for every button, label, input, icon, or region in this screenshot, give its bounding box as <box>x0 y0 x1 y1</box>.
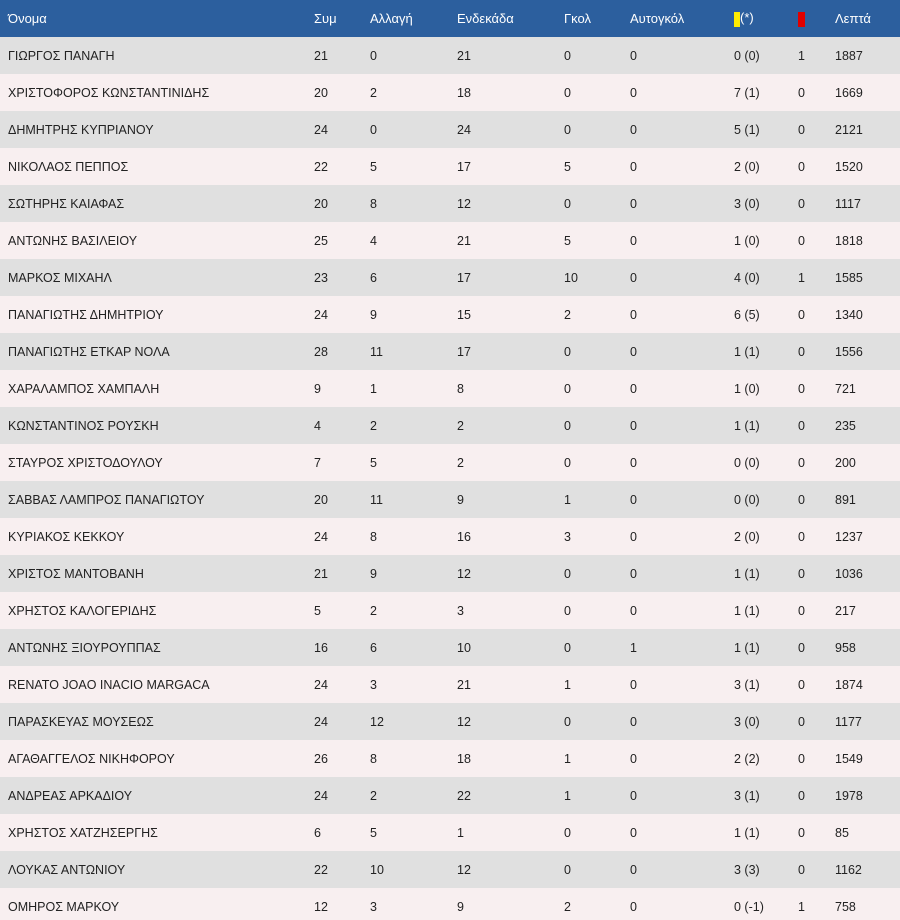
cell-sub: 2 <box>370 418 377 433</box>
cell-name[interactable]: ΣΩΤΗΡΗΣ ΚΑΙΑΦΑΣ <box>8 196 125 211</box>
cell-starts: 24 <box>457 122 471 137</box>
cell-yellow-cards: 1 (1) <box>734 825 760 840</box>
cell-red-cards: 0 <box>798 159 805 174</box>
cell-sub: 12 <box>370 714 384 729</box>
cell-own-goals: 0 <box>630 122 637 137</box>
cell-minutes: 1887 <box>835 48 863 63</box>
cell-yellow-cards: 4 (0) <box>734 270 760 285</box>
cell-apps: 6 <box>314 825 321 840</box>
cell-own-goals: 0 <box>630 455 637 470</box>
cell-starts: 9 <box>457 492 464 507</box>
cell-goals: 1 <box>564 751 571 766</box>
header-red-cards[interactable] <box>798 0 835 37</box>
cell-minutes: 758 <box>835 899 856 914</box>
cell-own-goals: 0 <box>630 862 637 877</box>
cell-apps: 24 <box>314 788 328 803</box>
cell-red-cards: 0 <box>798 825 805 840</box>
cell-own-goals: 0 <box>630 196 637 211</box>
cell-red-cards: 0 <box>798 529 805 544</box>
cell-red-cards: 0 <box>798 344 805 359</box>
cell-minutes: 1177 <box>835 714 862 729</box>
cell-sub: 2 <box>370 788 377 803</box>
table-row <box>0 407 900 444</box>
cell-apps: 24 <box>314 307 328 322</box>
cell-red-cards: 1 <box>798 270 805 285</box>
cell-name[interactable]: ΧΡΙΣΤΟΣ ΜΑΝΤΟΒΑΝΗ <box>8 566 144 581</box>
cell-name[interactable]: ΣΑΒΒΑΣ ΛΑΜΠΡΟΣ ΠΑΝΑΓΙΩΤΟΥ <box>8 492 205 507</box>
cell-own-goals: 0 <box>630 48 637 63</box>
table-row <box>0 666 900 703</box>
table-row <box>0 592 900 629</box>
cell-own-goals: 0 <box>630 492 637 507</box>
cell-name[interactable]: ΑΝΤΩΝΗΣ ΞΙΟΥΡΟΥΠΠΑΣ <box>8 640 161 655</box>
cell-minutes: 1036 <box>835 566 863 581</box>
cell-yellow-cards: 3 (1) <box>734 677 760 692</box>
cell-minutes: 1978 <box>835 788 863 803</box>
cell-sub: 1 <box>370 381 377 396</box>
cell-goals: 0 <box>564 381 571 396</box>
cell-sub: 5 <box>370 455 377 470</box>
cell-apps: 7 <box>314 455 321 470</box>
cell-red-cards: 0 <box>798 566 805 581</box>
cell-minutes: 200 <box>835 455 856 470</box>
cell-goals: 0 <box>564 862 571 877</box>
cell-sub: 6 <box>370 270 377 285</box>
cell-red-cards: 0 <box>798 307 805 322</box>
table-row <box>0 703 900 740</box>
cell-apps: 22 <box>314 862 328 877</box>
cell-red-cards: 0 <box>798 122 805 137</box>
header-name[interactable]: Όνομα <box>8 11 47 26</box>
cell-starts: 8 <box>457 381 464 396</box>
cell-yellow-cards: 1 (1) <box>734 344 760 359</box>
table-row <box>0 444 900 481</box>
cell-own-goals: 0 <box>630 307 637 322</box>
cell-own-goals: 0 <box>630 603 637 618</box>
cell-starts: 10 <box>457 640 471 655</box>
cell-sub: 5 <box>370 159 377 174</box>
cell-minutes: 958 <box>835 640 856 655</box>
cell-starts: 12 <box>457 566 471 581</box>
cell-apps: 20 <box>314 196 328 211</box>
cell-goals: 5 <box>564 159 571 174</box>
cell-name[interactable]: ΧΡΙΣΤΟΦΟΡΟΣ ΚΩΝΣΤΑΝΤΙΝΙΔΗΣ <box>8 85 210 100</box>
cell-name[interactable]: ΔΗΜΗΤΡΗΣ ΚΥΠΡΙΑΝΟΥ <box>8 122 154 137</box>
cell-red-cards: 0 <box>798 788 805 803</box>
cell-own-goals: 0 <box>630 825 637 840</box>
cell-apps: 25 <box>314 233 328 248</box>
cell-own-goals: 0 <box>630 344 637 359</box>
cell-apps: 24 <box>314 529 328 544</box>
cell-apps: 16 <box>314 640 328 655</box>
cell-own-goals: 0 <box>630 899 637 914</box>
cell-yellow-cards: 0 (0) <box>734 492 760 507</box>
cell-yellow-cards: 0 (0) <box>734 455 760 470</box>
cell-sub: 11 <box>370 492 383 507</box>
table-row <box>0 555 900 592</box>
cell-yellow-cards: 1 (1) <box>734 640 760 655</box>
cell-own-goals: 0 <box>630 714 637 729</box>
header-own-goals[interactable]: Αυτογκόλ <box>630 11 685 26</box>
cell-name[interactable]: ΝΙΚΟΛΑΟΣ ΠΕΠΠΟΣ <box>8 159 129 174</box>
cell-name[interactable]: ΜΑΡΚΟΣ ΜΙΧΑΗΛ <box>8 270 112 285</box>
table-row <box>0 629 900 666</box>
cell-yellow-cards: 5 (1) <box>734 122 760 137</box>
cell-own-goals: 0 <box>630 381 637 396</box>
header-apps[interactable]: Συμ <box>314 11 337 26</box>
cell-starts: 18 <box>457 85 471 100</box>
cell-yellow-cards: 0 (0) <box>734 48 760 63</box>
cell-red-cards: 0 <box>798 751 805 766</box>
cell-goals: 0 <box>564 418 571 433</box>
cell-apps: 20 <box>314 85 328 100</box>
cell-goals: 1 <box>564 492 571 507</box>
cell-name[interactable]: ΧΡΗΣΤΟΣ ΧΑΤΖΗΣΕΡΓΗΣ <box>8 825 158 840</box>
cell-name[interactable]: ΚΩΝΣΤΑΝΤΙΝΟΣ ΡΟΥΣΚΗ <box>8 418 159 433</box>
cell-starts: 21 <box>457 677 471 692</box>
header-goals[interactable]: Γκολ <box>564 11 591 26</box>
cell-yellow-cards: 0 (-1) <box>734 899 764 914</box>
cell-starts: 21 <box>457 233 471 248</box>
cell-own-goals: 0 <box>630 529 637 544</box>
cell-minutes: 2121 <box>835 122 863 137</box>
cell-goals: 0 <box>564 603 571 618</box>
cell-starts: 17 <box>457 344 471 359</box>
cell-own-goals: 0 <box>630 85 637 100</box>
cell-sub: 8 <box>370 751 377 766</box>
cell-sub: 5 <box>370 825 377 840</box>
cell-goals: 5 <box>564 233 571 248</box>
cell-starts: 9 <box>457 899 464 914</box>
cell-minutes: 1874 <box>835 677 863 692</box>
cell-minutes: 1520 <box>835 159 863 174</box>
cell-minutes: 217 <box>835 603 856 618</box>
cell-minutes: 721 <box>835 381 856 396</box>
cell-starts: 17 <box>457 159 471 174</box>
cell-minutes: 1237 <box>835 529 863 544</box>
cell-own-goals: 1 <box>630 640 637 655</box>
cell-own-goals: 0 <box>630 566 637 581</box>
cell-yellow-cards: 1 (1) <box>734 566 760 581</box>
header-sub[interactable]: Αλλαγή <box>370 11 413 26</box>
table-row <box>0 740 900 777</box>
cell-minutes: 235 <box>835 418 856 433</box>
cell-goals: 0 <box>564 825 571 840</box>
cell-starts: 15 <box>457 307 471 322</box>
cell-apps: 24 <box>314 677 328 692</box>
cell-yellow-cards: 2 (0) <box>734 159 760 174</box>
cell-sub: 8 <box>370 529 377 544</box>
cell-minutes: 1669 <box>835 85 863 100</box>
cell-sub: 6 <box>370 640 377 655</box>
cell-red-cards: 1 <box>798 899 805 914</box>
cell-starts: 3 <box>457 603 464 618</box>
cell-red-cards: 0 <box>798 418 805 433</box>
cell-red-cards: 0 <box>798 677 805 692</box>
cell-apps: 9 <box>314 381 321 396</box>
cell-own-goals: 0 <box>630 418 637 433</box>
cell-starts: 12 <box>457 862 471 877</box>
cell-sub: 9 <box>370 307 377 322</box>
cell-red-cards: 0 <box>798 455 805 470</box>
cell-red-cards: 0 <box>798 714 805 729</box>
cell-sub: 4 <box>370 233 377 248</box>
cell-goals: 0 <box>564 122 571 137</box>
cell-name[interactable]: ΟΜΗΡΟΣ ΜΑΡΚΟΥ <box>8 899 120 914</box>
cell-name[interactable]: ΣΤΑΥΡΟΣ ΧΡΙΣΤΟΔΟΥΛΟΥ <box>8 455 163 470</box>
table-row <box>0 481 900 518</box>
cell-goals: 0 <box>564 566 571 581</box>
cell-name[interactable]: ΑΓΑΘΑΓΓΕΛΟΣ ΝΙΚΗΦΟΡΟΥ <box>8 751 175 766</box>
cell-red-cards: 0 <box>798 640 805 655</box>
cell-goals: 0 <box>564 640 571 655</box>
cell-minutes: 1556 <box>835 344 863 359</box>
cell-red-cards: 0 <box>798 85 805 100</box>
cell-own-goals: 0 <box>630 788 637 803</box>
cell-goals: 3 <box>564 529 571 544</box>
cell-red-cards: 0 <box>798 381 805 396</box>
cell-yellow-cards: 6 (5) <box>734 307 760 322</box>
cell-sub: 11 <box>370 344 383 359</box>
red-card-icon <box>798 12 805 27</box>
cell-goals: 1 <box>564 788 571 803</box>
cell-yellow-cards: 1 (0) <box>734 381 760 396</box>
cell-red-cards: 0 <box>798 233 805 248</box>
cell-apps: 5 <box>314 603 321 618</box>
cell-name[interactable]: ΠΑΡΑΣΚΕΥΑΣ ΜΟΥΣΕΩΣ <box>8 714 154 729</box>
cell-starts: 17 <box>457 270 471 285</box>
cell-yellow-cards: 2 (2) <box>734 751 760 766</box>
cell-yellow-cards: 1 (0) <box>734 233 760 248</box>
cell-starts: 22 <box>457 788 471 803</box>
table-row <box>0 333 900 370</box>
cell-yellow-cards: 3 (1) <box>734 788 760 803</box>
cell-name[interactable]: ΠΑΝΑΓΙΩΤΗΣ ΕΤΚΑΡ ΝΟΛΑ <box>8 344 170 359</box>
cell-name[interactable]: ΧΡΗΣΤΟΣ ΚΑΛΟΓΕΡΙΔΗΣ <box>8 603 157 618</box>
cell-minutes: 891 <box>835 492 856 507</box>
cell-name[interactable]: RENATO JOAO INACIO MARGACA <box>8 677 210 692</box>
header-minutes[interactable]: Λεπτά <box>835 11 871 26</box>
cell-own-goals: 0 <box>630 751 637 766</box>
cell-yellow-cards: 3 (0) <box>734 714 760 729</box>
cell-yellow-cards: 1 (1) <box>734 418 760 433</box>
cell-name[interactable]: ΚΥΡΙΑΚΟΣ ΚΕΚΚΟΥ <box>8 529 125 544</box>
cell-minutes: 1162 <box>835 862 862 877</box>
cell-apps: 12 <box>314 899 328 914</box>
cell-red-cards: 1 <box>798 48 805 63</box>
table-row <box>0 370 900 407</box>
cell-minutes: 1585 <box>835 270 863 285</box>
cell-starts: 1 <box>457 825 464 840</box>
cell-name[interactable]: ΛΟΥΚΑΣ ΑΝΤΩΝΙΟΥ <box>8 862 126 877</box>
cell-apps: 23 <box>314 270 328 285</box>
table-row <box>0 851 900 888</box>
cell-minutes: 1340 <box>835 307 863 322</box>
cell-starts: 2 <box>457 418 464 433</box>
cell-yellow-cards: 7 (1) <box>734 85 760 100</box>
cell-apps: 21 <box>314 566 328 581</box>
cell-starts: 18 <box>457 751 471 766</box>
cell-goals: 2 <box>564 307 571 322</box>
cell-red-cards: 0 <box>798 862 805 877</box>
cell-apps: 21 <box>314 48 328 63</box>
table-row <box>0 296 900 333</box>
cell-red-cards: 0 <box>798 196 805 211</box>
cell-name[interactable]: ΑΝΤΩΝΗΣ ΒΑΣΙΛΕΙΟΥ <box>8 233 138 248</box>
cell-sub: 0 <box>370 122 377 137</box>
cell-goals: 0 <box>564 48 571 63</box>
cell-apps: 24 <box>314 714 328 729</box>
cell-starts: 12 <box>457 714 471 729</box>
cell-goals: 2 <box>564 899 571 914</box>
table-row <box>0 888 900 920</box>
cell-name[interactable]: ΠΑΝΑΓΙΩΤΗΣ ΔΗΜΗΤΡΙΟΥ <box>8 307 164 322</box>
cell-sub: 3 <box>370 899 377 914</box>
cell-minutes: 1818 <box>835 233 863 248</box>
cell-apps: 22 <box>314 159 328 174</box>
cell-goals: 0 <box>564 344 571 359</box>
cell-name[interactable]: ΑΝΔΡΕΑΣ ΑΡΚΑΔΙΟΥ <box>8 788 133 803</box>
cell-yellow-cards: 1 (1) <box>734 603 760 618</box>
cell-yellow-cards: 3 (3) <box>734 862 760 877</box>
header-row <box>0 0 900 37</box>
cell-goals: 10 <box>564 270 578 285</box>
table-row <box>0 37 900 74</box>
header-yellow-suffix: (*) <box>740 10 754 26</box>
cell-own-goals: 0 <box>630 677 637 692</box>
cell-red-cards: 0 <box>798 603 805 618</box>
cell-red-cards: 0 <box>798 492 805 507</box>
table-row <box>0 518 900 555</box>
cell-starts: 21 <box>457 48 471 63</box>
cell-own-goals: 0 <box>630 270 637 285</box>
cell-sub: 8 <box>370 196 377 211</box>
cell-minutes: 1117 <box>835 196 861 211</box>
cell-sub: 9 <box>370 566 377 581</box>
cell-goals: 0 <box>564 85 571 100</box>
cell-starts: 12 <box>457 196 471 211</box>
table-row <box>0 148 900 185</box>
table-row <box>0 185 900 222</box>
cell-sub: 3 <box>370 677 377 692</box>
cell-starts: 16 <box>457 529 471 544</box>
table-row <box>0 259 900 296</box>
table-body <box>0 37 900 920</box>
header-yellow-cards[interactable] <box>734 0 798 37</box>
table-row <box>0 777 900 814</box>
cell-name[interactable]: ΧΑΡΑΛΑΜΠΟΣ ΧΑΜΠΑΛΗ <box>8 381 160 396</box>
cell-yellow-cards: 3 (0) <box>734 196 760 211</box>
cell-apps: 26 <box>314 751 328 766</box>
table-row <box>0 111 900 148</box>
cell-own-goals: 0 <box>630 159 637 174</box>
cell-goals: 1 <box>564 677 571 692</box>
cell-yellow-cards: 2 (0) <box>734 529 760 544</box>
cell-sub: 10 <box>370 862 384 877</box>
cell-name[interactable]: ΓΙΩΡΓΟΣ ΠΑΝΑΓΗ <box>8 48 115 63</box>
cell-minutes: 85 <box>835 825 849 840</box>
cell-apps: 28 <box>314 344 328 359</box>
cell-sub: 0 <box>370 48 377 63</box>
table-row <box>0 222 900 259</box>
table-header <box>0 0 900 37</box>
table-row <box>0 814 900 851</box>
cell-goals: 0 <box>564 714 571 729</box>
cell-starts: 2 <box>457 455 464 470</box>
table-row <box>0 74 900 111</box>
cell-sub: 2 <box>370 603 377 618</box>
cell-goals: 0 <box>564 196 571 211</box>
header-starts[interactable]: Ενδεκάδα <box>457 11 514 26</box>
cell-apps: 20 <box>314 492 328 507</box>
cell-apps: 24 <box>314 122 328 137</box>
cell-apps: 4 <box>314 418 321 433</box>
cell-minutes: 1549 <box>835 751 863 766</box>
cell-goals: 0 <box>564 455 571 470</box>
cell-own-goals: 0 <box>630 233 637 248</box>
cell-sub: 2 <box>370 85 377 100</box>
